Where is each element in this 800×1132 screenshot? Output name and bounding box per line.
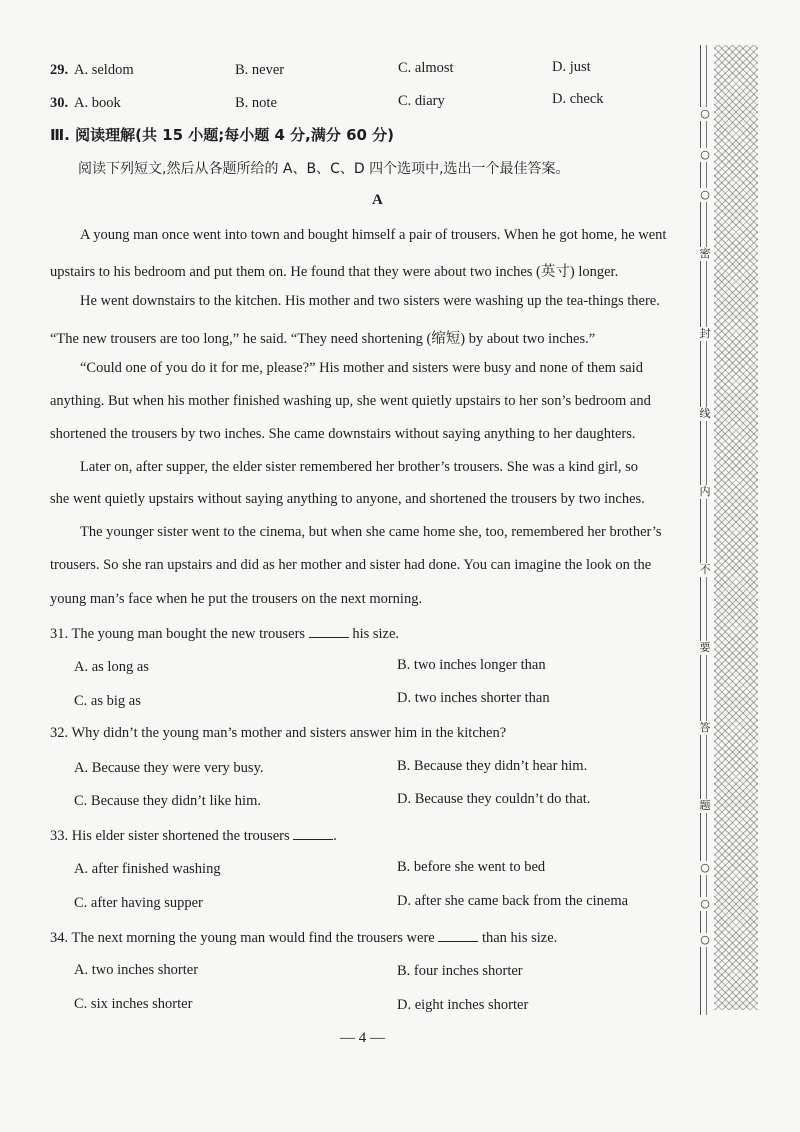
hatched-margin bbox=[714, 45, 758, 1010]
stem-text-after: than his size. bbox=[481, 930, 558, 946]
option-b: B. four inches shorter bbox=[397, 963, 523, 979]
passage-line: she went quietly upstairs without saying anything to anyone, and shortened the trousers by two inches. bbox=[50, 491, 645, 507]
page-number: — 4 — bbox=[340, 1030, 385, 1046]
option-b: B. never bbox=[235, 62, 285, 78]
passage-line: shortened the trousers by two inches. She came downstairs without saying anything to her daughters. bbox=[50, 426, 636, 442]
question-number: 30. bbox=[50, 95, 69, 111]
passage-line: “The new trousers are too long,” he said. “They need shortening (缩短) by about two inches.” bbox=[50, 331, 596, 347]
passage-line: young man’s face when he put the trousers on the next morning. bbox=[50, 591, 423, 607]
option-a: A. seldom bbox=[74, 62, 134, 78]
option-c: C. after having supper bbox=[74, 895, 203, 911]
option-a: A. Because they were very busy. bbox=[74, 760, 264, 776]
binding-char: 题 bbox=[697, 799, 713, 813]
passage-line: A young man once went into town and bought himself a pair of trousers. When he got home, he went bbox=[80, 227, 667, 243]
option-b: B. note bbox=[235, 95, 277, 111]
option-d: D. eight inches shorter bbox=[397, 997, 529, 1013]
section-instruction: 阅读下列短文,然后从各题所给的 A、B、C、D 四个选项中,选出一个最佳答案。 bbox=[78, 161, 570, 177]
stem-text: 34. The next morning the young man would find the trousers were bbox=[50, 930, 435, 946]
option-d: D. Because they couldn’t do that. bbox=[397, 791, 591, 807]
stem-text-after: his size. bbox=[352, 626, 400, 642]
binding-char: 要 bbox=[697, 641, 713, 655]
option-c: C. Because they didn’t like him. bbox=[74, 793, 261, 809]
option-d: D. after she came back from the cinema bbox=[397, 893, 629, 909]
passage-line: The younger sister went to the cinema, but when she came home she, too, remembered her brother’s bbox=[80, 524, 662, 540]
binding-char: 内 bbox=[697, 485, 713, 499]
stem-text-after: . bbox=[333, 828, 337, 844]
option-a: A. two inches shorter bbox=[74, 962, 199, 978]
question-stem bbox=[50, 929, 557, 947]
binding-char: 不 bbox=[697, 563, 713, 577]
option-c: C. almost bbox=[398, 60, 454, 76]
question-number: 29. bbox=[50, 62, 69, 78]
question-stem bbox=[50, 827, 337, 845]
binding-circle: ○ bbox=[697, 188, 713, 202]
binding-circle: ○ bbox=[697, 933, 713, 947]
binding-circle: ○ bbox=[697, 107, 713, 121]
passage-title: A bbox=[372, 192, 383, 208]
option-b: B. before she went to bed bbox=[397, 859, 546, 875]
passage-line: He went downstairs to the kitchen. His mother and two sisters were washing up the tea-things there. bbox=[80, 293, 660, 309]
option-c: C. diary bbox=[398, 93, 445, 109]
option-a: A. after finished washing bbox=[74, 861, 221, 877]
passage-line: upstairs to his bedroom and put them on. He found that they were about two inches (英寸) longer. bbox=[50, 264, 619, 280]
binding-circle: ○ bbox=[697, 897, 713, 911]
answer-blank bbox=[438, 929, 478, 942]
option-b: B. two inches longer than bbox=[397, 657, 546, 673]
option-c: C. as big as bbox=[74, 693, 141, 709]
binding-char: 答 bbox=[697, 721, 713, 735]
stem-text: 31. The young man bought the new trousers bbox=[50, 626, 306, 642]
option-c: C. six inches shorter bbox=[74, 996, 193, 1012]
passage-line: trousers. So she ran upstairs and did as her mother and sister had done. You can imagine the look on the bbox=[50, 557, 652, 573]
answer-blank bbox=[293, 827, 333, 840]
option-d: D. two inches shorter than bbox=[397, 690, 550, 706]
question-stem bbox=[50, 625, 399, 643]
option-b: B. Because they didn’t hear him. bbox=[397, 758, 588, 774]
option-a: A. as long as bbox=[74, 659, 149, 675]
binding-circle: ○ bbox=[697, 148, 713, 162]
question-stem bbox=[50, 725, 506, 742]
passage-line: anything. But when his mother finished washing up, she went quietly upstairs to her son’s bedroom and bbox=[50, 393, 651, 409]
binding-char: 封 bbox=[697, 327, 713, 341]
stem-text: 32. Why didn’t the young man’s mother and sisters answer him in the kitchen? bbox=[50, 725, 507, 741]
section-heading: Ⅲ. 阅读理解(共 15 小题;每小题 4 分,满分 60 分) bbox=[50, 126, 395, 144]
passage-line: Later on, after supper, the elder sister remembered her brother’s trousers. She was a kind girl, so bbox=[80, 459, 639, 475]
option-a: A. book bbox=[74, 95, 121, 111]
binding-circle: ○ bbox=[697, 861, 713, 875]
stem-text: 33. His elder sister shortened the trousers bbox=[50, 828, 290, 844]
answer-blank bbox=[309, 625, 349, 638]
binding-strip bbox=[700, 45, 760, 1015]
binding-char: 线 bbox=[697, 407, 713, 421]
option-d: D. just bbox=[552, 59, 591, 75]
option-d: D. check bbox=[552, 91, 604, 107]
passage-line: “Could one of you do it for me, please?” His mother and sisters were busy and none of them said bbox=[80, 360, 643, 376]
binding-char: 密 bbox=[697, 247, 713, 261]
